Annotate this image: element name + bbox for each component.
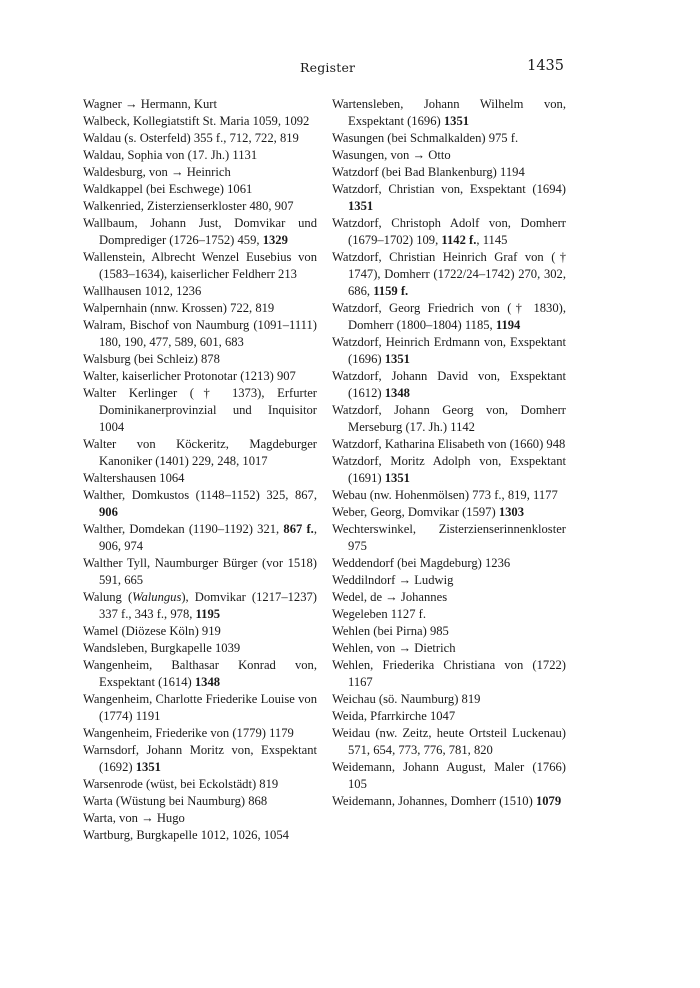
index-entry: Waldesburg, von → Heinrich — [83, 165, 231, 179]
index-entry: Walram, Bischof von Naumburg (1091–1111) 180, 190, 477, 589, 601, 683 — [83, 318, 317, 349]
index-entry: Wallhausen 1012, 1236 — [83, 284, 202, 298]
index-entry: Weidemann, Johann August, Maler (1766) 105 — [332, 760, 566, 791]
index-entry: Weidemann, Johannes, Domherr (1510) 1079 — [332, 794, 562, 808]
index-entry: Watzdorf (bei Bad Blankenburg) 1194 — [332, 165, 525, 179]
index-entry: Walpernhain (nnw. Krossen) 722, 819 — [83, 301, 275, 315]
index-entry: Wedel, de → Johannes — [332, 590, 448, 604]
index-entry: Wasungen, von → Otto — [332, 148, 451, 162]
index-entry: Weddilndorf → Ludwig — [332, 573, 454, 587]
index-entry: Wasungen (bei Schmalkalden) 975 f. — [332, 131, 519, 145]
page-number: 1435 — [527, 58, 564, 74]
index-entry: Warta, von → Hugo — [83, 811, 185, 825]
index-entry: Warta (Wüstung bei Naumburg) 868 — [83, 794, 268, 808]
index-entry: Wagner → Hermann, Kurt — [83, 97, 217, 111]
index-entry: Waldkappel (bei Eschwege) 1061 — [83, 182, 253, 196]
index-column-right — [332, 96, 566, 810]
index-entry: Watzdorf, Katharina Elisabeth von (1660) 948 — [332, 437, 566, 451]
index-entry: Webau (nw. Hohenmölsen) 773 f., 819, 1177 — [332, 488, 558, 502]
index-entry: Walung (Walungus), Domvikar (1217–1237) 337 f., 343 f., 978, 1195 — [83, 590, 317, 621]
index-column-left — [83, 96, 317, 844]
index-entry: Wegeleben 1127 f. — [332, 607, 426, 621]
index-entry: Watzdorf, Moritz Adolph von, Exspektant (1691) 1351 — [332, 454, 566, 485]
index-entry: Weddendorf (bei Magdeburg) 1236 — [332, 556, 511, 570]
index-entry: Wehlen (bei Pirna) 985 — [332, 624, 449, 638]
index-entry: Wallenstein, Albrecht Wenzel Eusebius von (1583–1634), kaiserlicher Feldherr 213 — [83, 250, 317, 281]
index-entry: Watzdorf, Heinrich Erdmann von, Exspektant (1696) 1351 — [332, 335, 566, 366]
index-entry: Weida, Pfarrkirche 1047 — [332, 709, 456, 723]
index-entry: Walther, Domkustos (1148–1152) 325, 867, 906 — [83, 488, 317, 519]
index-entry: Walter von Köckeritz, Magdeburger Kanoniker (1401) 229, 248, 1017 — [83, 437, 317, 468]
index-entry: Warnsdorf, Johann Moritz von, Exspektant (1692) 1351 — [83, 743, 317, 774]
index-entry: Watzdorf, Johann David von, Exspektant (1612) 1348 — [332, 369, 566, 400]
index-entry: Wangenheim, Charlotte Friederike Louise von (1774) 1191 — [83, 692, 317, 723]
index-entry: Walther Tyll, Naumburger Bürger (vor 1518) 591, 665 — [83, 556, 317, 587]
index-entry: Watzdorf, Georg Friedrich von († 1830), Domherr (1800–1804) 1185, 1194 — [332, 301, 566, 332]
index-entry: Wangenheim, Balthasar Konrad von, Exspektant (1614) 1348 — [83, 658, 317, 689]
index-entry: Walter, kaiserlicher Protonotar (1213) 907 — [83, 369, 296, 383]
index-entry: Wehlen, Friederika Christiana von (1722) 1167 — [332, 658, 566, 689]
index-entry: Warsenrode (wüst, bei Eckolstädt) 819 — [83, 777, 279, 791]
index-entry: Watzdorf, Johann Georg von, Domherr Merseburg (17. Jh.) 1142 — [332, 403, 566, 434]
index-entry: Weidau (nw. Zeitz, heute Ortsteil Luckenau) 571, 654, 773, 776, 781, 820 — [332, 726, 566, 757]
running-head — [0, 60, 700, 82]
index-entry: Watzdorf, Christian Heinrich Graf von († 1747), Domherr (1722/24–1742) 270, 302, 686, 1159 f. — [332, 250, 566, 298]
index-entry: Weichau (sö. Naumburg) 819 — [332, 692, 481, 706]
index-entry: Walbeck, Kollegiatstift St. Maria 1059, 1092 — [83, 114, 310, 128]
index-entry: Wangenheim, Friederike von (1779) 1179 — [83, 726, 294, 740]
index-entry: Walther, Domdekan (1190–1192) 321, 867 f., 906, 974 — [83, 522, 317, 553]
index-entry: Wamel (Diözese Köln) 919 — [83, 624, 221, 638]
index-entry: Weber, Georg, Domvikar (1597) 1303 — [332, 505, 525, 519]
index-entry: Wartburg, Burgkapelle 1012, 1026, 1054 — [83, 828, 289, 842]
index-entry: Waltershausen 1064 — [83, 471, 185, 485]
index-entry: Walsburg (bei Schleiz) 878 — [83, 352, 220, 366]
index-entry: Watzdorf, Christian von, Exspektant (1694) 1351 — [332, 182, 566, 213]
index-entry: Waldau (s. Osterfeld) 355 f., 712, 722, 819 — [83, 131, 299, 145]
index-entry: Wandsleben, Burgkapelle 1039 — [83, 641, 241, 655]
index-entry: Watzdorf, Christoph Adolf von, Domherr (1679–1702) 109, 1142 f., 1145 — [332, 216, 566, 247]
index-entry: Wehlen, von → Dietrich — [332, 641, 456, 655]
running-head-title: Register — [300, 60, 356, 75]
index-entry: Wechterswinkel, Zisterzienserinnenkloster 975 — [332, 522, 566, 553]
index-entry: Wartensleben, Johann Wilhelm von, Exspektant (1696) 1351 — [332, 97, 566, 128]
index-entry: Waldau, Sophia von (17. Jh.) 1131 — [83, 148, 258, 162]
index-entry: Walkenried, Zisterzienserkloster 480, 907 — [83, 199, 294, 213]
index-entry: Wallbaum, Johann Just, Domvikar und Domprediger (1726–1752) 459, 1329 — [83, 216, 317, 247]
index-entry: Walter Kerlinger († 1373), Erfurter Dominikanerprovinzial und Inquisitor 1004 — [83, 386, 317, 434]
